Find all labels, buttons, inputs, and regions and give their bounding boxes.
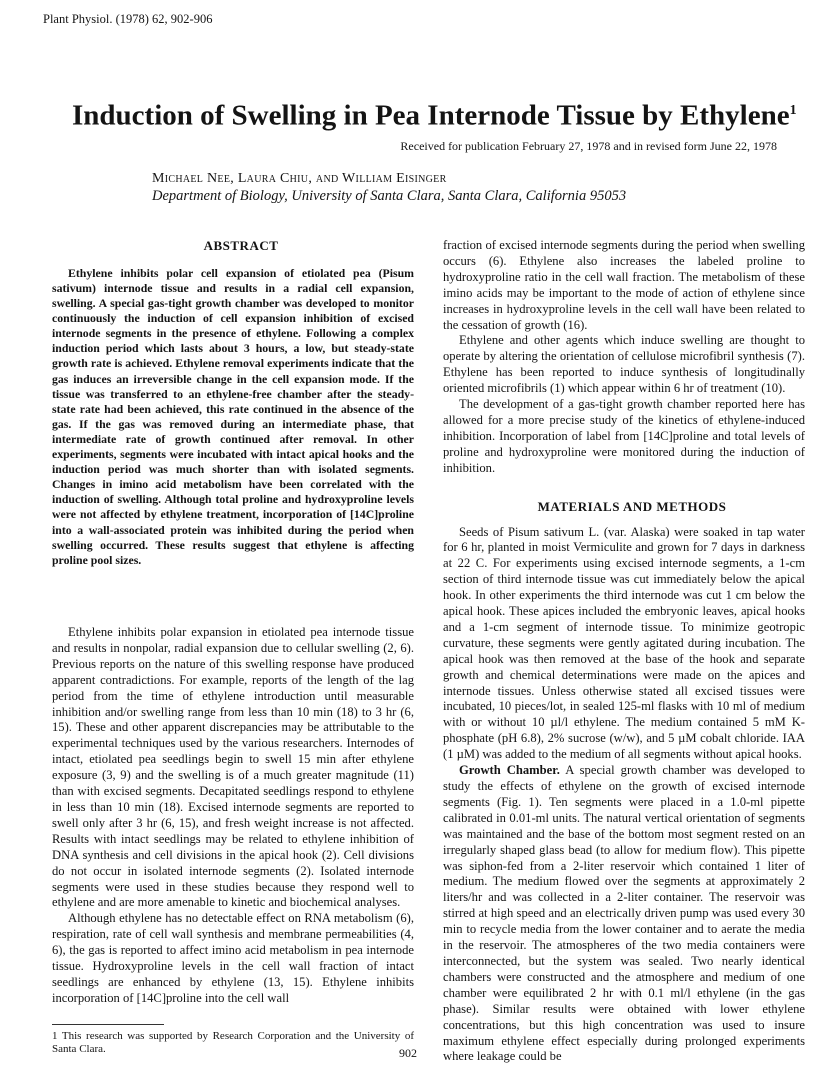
intro-paragraph-1: Ethylene inhibits polar expansion in etiolated pea internode tissue and results in nonpolar, radial expansion due to cellular swelling (2, 6). Previous reports on the nature of this swelling response have produced apparent contradictions. For example, reports of the length of the lag period from the time of ethylene introduction until measurable inhibition and/or swelling range from less than 10 min (18) to 3 hr (6, 15). These and other apparent discrepancies may be attributable to the experimental techniques used by the various researchers. Internodes of intact, etiolated pea seedlings begin to swell 15 min after ethylene exposure (3, 9) and the swelling is of a much greater magnitude (11) than with excised segments. Decapitated seedlings respond to ethylene in less than 10 min (18). Excised internode segments are reported to swell only after 3 hr (6, 15), and fresh weight increase is not affected. Results with intact seedlings may be related to ethylene inhibition of DNA synthesis and cell divisions in the apical hook (2). Cell divisions do not occur in isolated internode segments (2). Isolated internode segments were used in these studies because they respond well to ethylene and are more amenable to kinetic and biochemical analyses. [52,625,414,910]
abstract [52,266,414,568]
growth-chamber-subheading: Growth Chamber. [459,763,560,778]
intro-left [52,625,414,1007]
journal-citation: Plant Physiol. (1978) 62, 902-906 [43,12,213,26]
footnote-rule [52,1024,164,1025]
authors: Michael Nee, Laura Chiu, and William Eisinger [152,171,447,186]
page-number: 902 [399,1046,417,1060]
intro-paragraph-4: The development of a gas-tight growth chamber reported here has allowed for a more precise study of the kinetics of ethylene-induced inhibition. Incorporation of label from [14C]proline and total levels of proline and hydroxyproline were monitored during the induction of inhibition. [443,397,805,475]
methods-paragraph-2-text: A special growth chamber was developed to study the effects of ethylene on the growth of excised internode segments (Fig. 1). Ten segments were placed in a 1.0-ml pipette calibrated in 0.01-ml units. The natural vertical orientation of segments was maintained and the base of the bottom most segment rested on an irregularly shaped glass bead (to allow for medium flow). This pipette was siphon-fed from a 2-liter reservoir which contained 1 liter of medium. The medium flowed over the segments at approximately 2 liters/hr and was collected in a 2-liter container. The reservoir was stirred at high speed and an electrically driven pump was used every 30 min to recycle media from the lower container and to aerate the media in the reservoir. The atmospheres of the two media containers were interconnected, but the system was sealed. Two nearly identical chambers were constructed and the atmosphere and medium of one chamber were equilibrated 2 hr with 0.1 ml/l ethylene (in the gas phase). Similar results were obtained with lower ethylene concentrations, but this high concentration was used to insure maximum ethylene effect especially during prolonged experiments where leakage could be [443,763,805,1064]
methods-paragraph-2 [443,763,805,1065]
methods-heading: MATERIALS AND METHODS [537,498,727,514]
intro-paragraph-2: Although ethylene has no detectable effect on RNA metabolism (6), respiration, rate of cell wall synthesis and membrane permeabilities (4, 6), the gas is reported to affect imino acid metabolism in pea internode tissue. Hydroxyproline levels in the cell wall fraction of intact seedlings are enhanced by ethylene (13, 15). Ethylene inhibits incorporation of [14C]proline into the cell wall [52,911,414,1005]
received-date: Received for publication February 27, 1978 and in revised form June 22, 1978 [400,139,777,153]
footnote: 1 This research was supported by Research Corporation and the University of Santa Clara. [52,1030,414,1055]
right-column [443,238,805,1065]
intro-paragraph-2-cont: fraction of excised internode segments during the period when swelling occurs (6). Ethylene also increases the labeled proline to hydroxyproline ratio in the cell wall fraction. The metabolism of these imino acids may be important to the mode of action of ethylene since increases in hydroxyproline levels in the cell wall have been related to the cessation of growth (16). [443,238,805,332]
left-column [52,238,414,568]
affiliation: Department of Biology, University of Santa Clara, Santa Clara, California 95053 [152,188,627,204]
abstract-heading: ABSTRACT [203,238,279,253]
title-footnote-mark: 1 [789,103,797,118]
methods-paragraph-1: Seeds of Pisum sativum L. (var. Alaska) were soaked in tap water for 6 hr, planted in moist Vermiculite and grown for 7 days in darkness at 22 C. For experiments using excised internode segments, a 1-cm section of third internode tissue was cut immediately below the apical hook. In other experiments the third internode was cut 1 cm below the apical hook. These apices included the embryonic leaves, apical hooks and a 1-cm segment of internode tissue. To minimize geotropic curvature, these segments were gently agitated during incubation. The apical hook was then removed at the base of the hook and separate growth and chemical determinations were made on the apices and internode tissues. Unless otherwise stated all excised tissues were incubated, 10 pieces/lot, in sealed 125-ml flasks with 10 ml of medium with or without 10 µl/l ethylene. The medium contained 5 mM K-phosphate (pH 6.8), 2% sucrose (w/w), and 5 µM cobalt chloride. IAA (1 µM) was added to the medium of all segments without apical hooks. [443,524,805,762]
paper-title [72,92,797,135]
title-text: Induction of Swelling in Pea Internode Tissue by Ethylene [72,99,790,132]
abstract-text: Ethylene inhibits polar cell expansion of etiolated pea (Pisum sativum) internode tissue and results in a radial cell expansion, swelling. A special gas-tight growth chamber was developed to monitor continuously the induction of cell expansion inhibition of excised internode segments in the presence of ethylene. Following a complex induction period which lasts about 3 hours, a low, but steady-state growth rate is achieved. Ethylene removal experiments indicate that the gas induces an irreversible change in the cell expansion mode. If the tissue was transferred to an ethylene-free chamber after the steady-state rate had been achieved, this rate continued in the absence of the gas. If the gas was removed during an intermediate phase, that intermediate rate of growth continued after removal. In other experiments, segments were incubated with intact apical hooks and the induction period was much shorter than with isolated segments. Changes in imino acid metabolism have been correlated with the induction of swelling. Although total proline and hydroxyproline levels were not affected by ethylene treatment, incorporation of [14C]proline into a wall-associated protein was inhibited during the period when swelling occurred. These results suggest that ethylene is affecting proline pool sizes. [52,265,414,567]
intro-paragraph-3: Ethylene and other agents which induce swelling are thought to operate by altering the orientation of cellulose microfibril synthesis (7). Ethylene has been reported to induce synthesis of longitudinally oriented microfibrils (1) which appear within 6 hr of treatment (10). [443,333,805,396]
